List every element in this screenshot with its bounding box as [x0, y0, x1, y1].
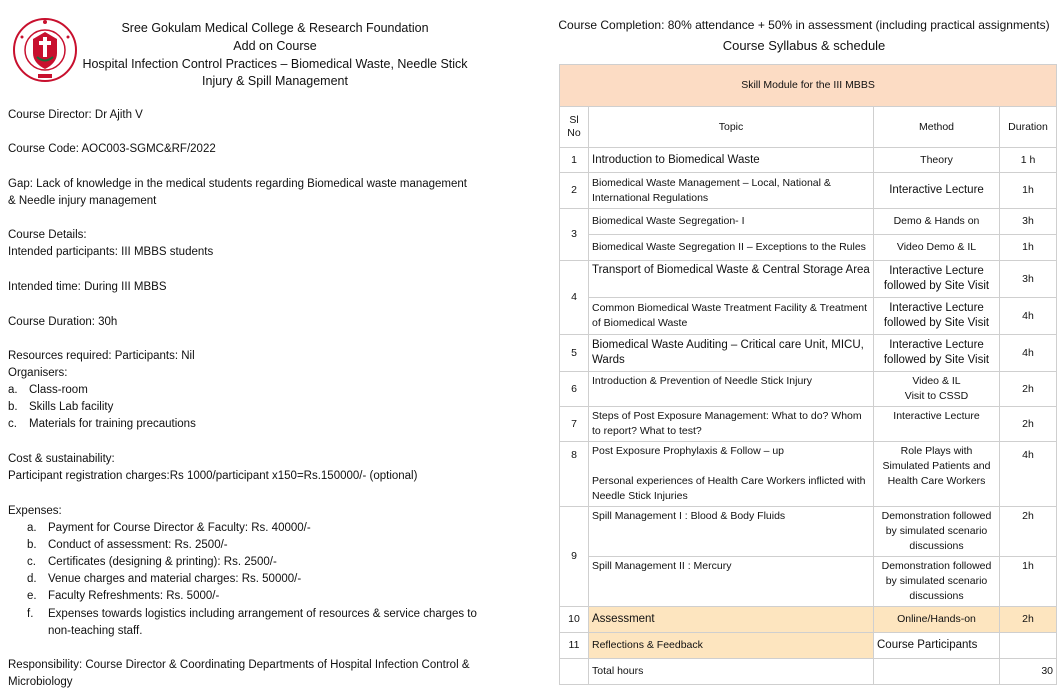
cost-heading: Cost & sustainability: — [8, 453, 115, 465]
table-banner-row — [560, 65, 1057, 107]
cell-duration: 1h — [1000, 173, 1057, 209]
expense-item-continued: non-teaching staff. — [48, 625, 143, 637]
expenses-heading: Expenses: — [8, 505, 62, 517]
table-row — [560, 507, 1057, 557]
cell-duration: 1 h — [1000, 148, 1057, 173]
cell-sl: 5 — [560, 335, 589, 372]
cell-topic: Steps of Post Exposure Management: What to do? Whom to report? What to test? — [589, 407, 874, 442]
cell-method: Interactive Lecture followed by Site Visit — [874, 261, 1000, 298]
cell-method: Online/Hands-on — [874, 607, 1000, 633]
intended-participants: Intended participants: III MBBS students — [8, 246, 214, 258]
table-row — [560, 607, 1057, 633]
cell-topic: Post Exposure Prophylaxis & Follow – up Personal experiences of Health Care Workers inflicted with Needle Stick Injuries — [589, 442, 874, 507]
right-page — [548, 0, 1060, 695]
cell-sl: 4 — [560, 261, 589, 335]
cell-sl: 2 — [560, 173, 589, 209]
header-sl-no: Sl No — [560, 107, 589, 148]
table-row — [560, 235, 1057, 261]
cell-topic: Assessment — [589, 607, 874, 633]
cell-sl: 6 — [560, 372, 589, 407]
expense-item: d. Venue charges and material charges: Rs. 50000/- — [27, 573, 302, 585]
registration-charges: Participant registration charges:Rs 1000/participant x150=Rs.150000/- (optional) — [8, 470, 418, 482]
header-method: Method — [874, 107, 1000, 148]
table-header-row — [560, 107, 1057, 148]
gap-line-2: & Needle injury management — [8, 195, 157, 207]
header-line-3: Hospital Infection Control Practices – Biomedical Waste, Needle Stick — [82, 57, 468, 71]
table-row — [560, 335, 1057, 372]
cell-topic: Biomedical Waste Management – Local, National & International Regulations — [589, 173, 874, 209]
cell-topic: Transport of Biomedical Waste & Central Storage Area — [589, 261, 874, 298]
header-line-2: Add on Course — [233, 39, 317, 53]
cell-method: Course Participants — [874, 633, 1000, 659]
cell-method: Interactive Lecture — [874, 407, 1000, 442]
schedule-table — [559, 64, 1057, 685]
header-line-1: Sree Gokulam Medical College & Research Foundation — [121, 21, 429, 35]
cell-topic: Biomedical Waste Segregation II – Exceptions to the Rules — [589, 235, 874, 261]
cell-duration: 4h — [1000, 298, 1057, 335]
cell-method: Demonstration followed by simulated scenario discussions — [874, 507, 1000, 557]
cell-duration: 2h — [1000, 372, 1057, 407]
table-row — [560, 298, 1057, 335]
cell-topic: Spill Management II : Mercury — [589, 557, 874, 607]
cell-sl: 7 — [560, 407, 589, 442]
cell-topic: Biomedical Waste Auditing – Critical care Unit, MICU, Wards — [589, 335, 874, 372]
course-duration: Course Duration: 30h — [8, 316, 118, 328]
cell-sl: 9 — [560, 507, 589, 607]
cell-duration: 2h — [1000, 507, 1057, 557]
cell-duration: 4h — [1000, 335, 1057, 372]
cell-duration: 1h — [1000, 557, 1057, 607]
cell-method: Interactive Lecture — [874, 173, 1000, 209]
responsibility-line-1: Responsibility: Course Director & Coordinating Departments of Hospital Infection Control & — [8, 659, 470, 671]
table-row — [560, 261, 1057, 298]
cell-topic: Reflections & Feedback — [589, 633, 874, 659]
cell-duration: 1h — [1000, 235, 1057, 261]
header-line-4: Injury & Spill Management — [202, 74, 348, 88]
cell-duration: 2h — [1000, 407, 1057, 442]
table-row — [560, 372, 1057, 407]
expense-item: a. Payment for Course Director & Faculty: Rs. 40000/- — [27, 522, 311, 534]
resources-required: Resources required: Participants: Nil — [8, 350, 195, 362]
cell-topic: Common Biomedical Waste Treatment Facility & Treatment of Biomedical Waste — [589, 298, 874, 335]
cell-method: Interactive Lecture followed by Site Visit — [874, 335, 1000, 372]
cell-sl — [560, 659, 589, 685]
cell-duration: 4h — [1000, 442, 1057, 507]
course-code: Course Code: AOC003-SGMC&RF/2022 — [8, 143, 216, 155]
college-logo-icon — [12, 17, 78, 83]
course-details-heading: Course Details: — [8, 229, 87, 241]
expense-item: b. Conduct of assessment: Rs. 2500/- — [27, 539, 228, 551]
expense-item: f. Expenses towards logistics including arrangement of resources & service charges to — [27, 608, 477, 620]
cell-sl: 3 — [560, 209, 589, 261]
table-row — [560, 148, 1057, 173]
cell-duration: 3h — [1000, 209, 1057, 235]
course-completion: Course Completion: 80% attendance + 50% in assessment (including practical assignments) — [558, 18, 1050, 32]
intended-time: Intended time: During III MBBS — [8, 281, 167, 293]
table-row — [560, 557, 1057, 607]
organisers-heading: Organisers: — [8, 367, 68, 379]
cell-topic: Introduction & Prevention of Needle Stick Injury — [589, 372, 874, 407]
cell-topic: Introduction to Biomedical Waste — [589, 148, 874, 173]
table-row — [560, 407, 1057, 442]
organiser-item: c. Materials for training precautions — [8, 418, 196, 430]
cell-duration — [1000, 633, 1057, 659]
table-row — [560, 442, 1057, 507]
table-row — [560, 659, 1057, 685]
gap-line-1: Gap: Lack of knowledge in the medical students regarding Biomedical waste management — [8, 178, 467, 190]
course-director: Course Director: Dr Ajith V — [8, 109, 143, 121]
expense-item: e. Faculty Refreshments: Rs. 5000/- — [27, 590, 220, 602]
table-row — [560, 173, 1057, 209]
cell-sl: 11 — [560, 633, 589, 659]
header-duration: Duration — [1000, 107, 1057, 148]
cell-method — [874, 659, 1000, 685]
cell-sl: 1 — [560, 148, 589, 173]
header-topic: Topic — [589, 107, 874, 148]
cell-method: Demonstration followed by simulated scenario discussions — [874, 557, 1000, 607]
cell-method: Theory — [874, 148, 1000, 173]
cell-sl: 8 — [560, 442, 589, 507]
table-row — [560, 633, 1057, 659]
cell-method: Video & IL Visit to CSSD — [874, 372, 1000, 407]
cell-method: Demo & Hands on — [874, 209, 1000, 235]
cell-method: Interactive Lecture followed by Site Visit — [874, 298, 1000, 335]
responsibility-line-2: Microbiology — [8, 676, 73, 688]
organiser-item: a. Class-room — [8, 384, 88, 396]
syllabus-title: Course Syllabus & schedule — [722, 38, 886, 53]
cell-sl: 10 — [560, 607, 589, 633]
cell-method: Video Demo & IL — [874, 235, 1000, 261]
cell-duration: 2h — [1000, 607, 1057, 633]
expense-item: c. Certificates (designing & printing): Rs. 2500/- — [27, 556, 277, 568]
organiser-item: b. Skills Lab facility — [8, 401, 114, 413]
cell-topic: Biomedical Waste Segregation- I — [589, 209, 874, 235]
table-row — [560, 209, 1057, 235]
cell-topic: Spill Management I : Blood & Body Fluids — [589, 507, 874, 557]
skill-module-banner: Skill Module for the III MBBS — [560, 65, 1057, 107]
cell-method: Role Plays with Simulated Patients and Health Care Workers — [874, 442, 1000, 507]
cell-topic: Total hours — [589, 659, 874, 685]
cell-duration: 30 — [1000, 659, 1057, 685]
cell-duration: 3h — [1000, 261, 1057, 298]
